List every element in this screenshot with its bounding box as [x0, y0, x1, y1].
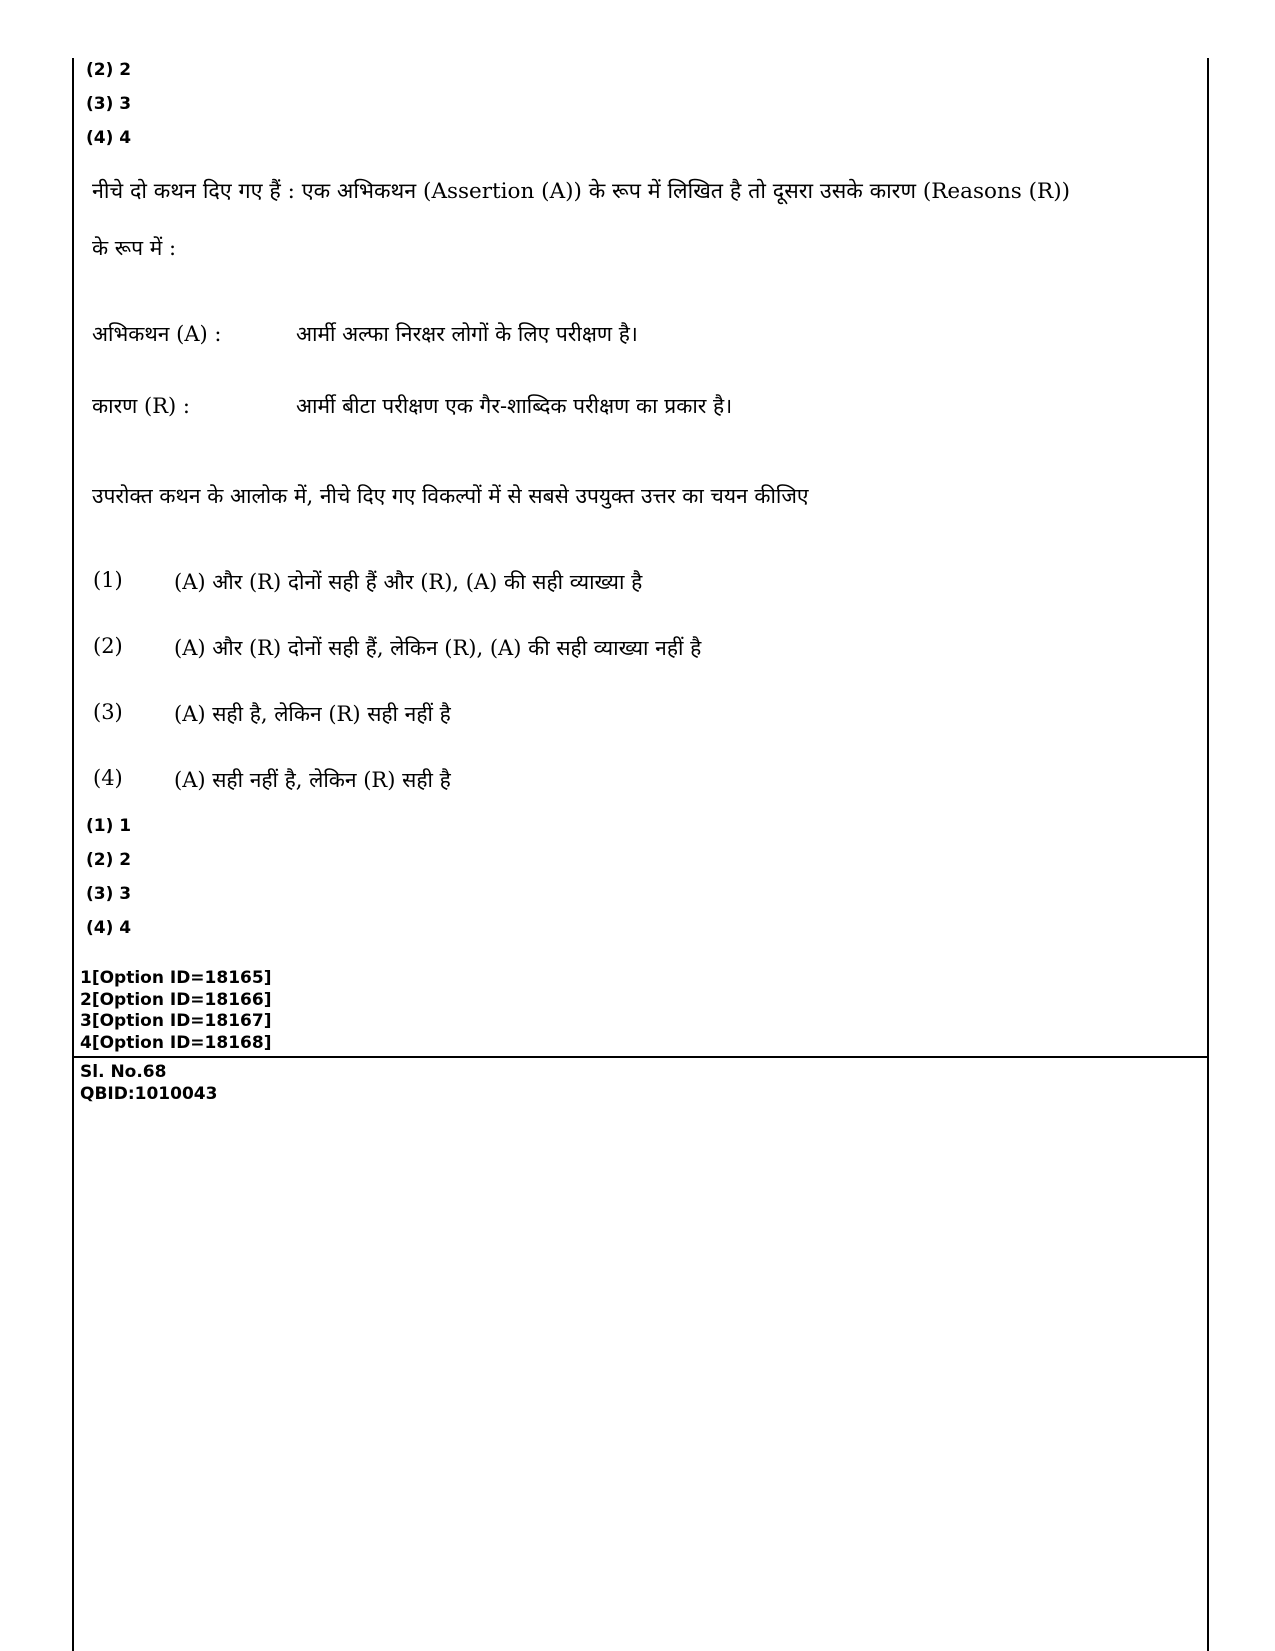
question-instruction: उपरोक्त कथन के आलोक में, नीचे दिए गए विकल्पों में से सबसे उपयुक्त उत्तर का चयन कीजिए — [92, 484, 809, 508]
prev-option-2: (2) 2 — [86, 60, 132, 80]
answer-option-2: (2) 2 — [86, 850, 132, 870]
choice-number: (2) — [93, 634, 123, 658]
option-id: 2[Option ID=18166] — [80, 989, 272, 1010]
question-intro-line1: नीचे दो कथन दिए गए हैं : एक अभिकथन (Assertion (A)) के रूप में लिखित है तो दूसरा उसके कारण (Reasons (R)) — [92, 179, 1071, 204]
answer-option-3: (3) 3 — [86, 884, 132, 904]
next-question-header — [80, 1062, 217, 1105]
prev-option-3: (3) 3 — [86, 94, 132, 114]
choice-text: (A) सही नहीं है, लेकिन (R) सही है — [174, 768, 451, 792]
choice-number: (4) — [93, 766, 123, 790]
assertion-text: आर्मी अल्फा निरक्षर लोगों के लिए परीक्षण है। — [296, 322, 638, 346]
choice-text: (A) सही है, लेकिन (R) सही नहीं है — [174, 702, 451, 726]
question-divider — [72, 1056, 1209, 1058]
assertion-label: अभिकथन (A) : — [92, 322, 222, 346]
question-intro-line2: के रूप में : — [92, 236, 177, 260]
option-id: 4[Option ID=18168] — [80, 1032, 272, 1053]
reason-label: कारण (R) : — [92, 394, 190, 418]
right-border — [1207, 58, 1209, 1651]
left-border — [72, 58, 74, 1651]
option-id-list — [80, 968, 271, 1054]
choice-text: (A) और (R) दोनों सही हैं, लेकिन (R), (A) की सही व्याख्या नहीं है — [174, 636, 702, 660]
option-id: 1[Option ID=18165] — [80, 968, 272, 988]
serial-number: Sl. No.68 — [80, 1062, 167, 1082]
option-id: 3[Option ID=18167] — [80, 1011, 272, 1031]
choice-number: (3) — [93, 700, 123, 724]
choice-number: (1) — [93, 568, 123, 592]
prev-option-4: (4) 4 — [86, 128, 132, 148]
reason-text: आर्मी बीटा परीक्षण एक गैर-शाब्दिक परीक्षण का प्रकार है। — [296, 394, 733, 418]
answer-option-1: (1) 1 — [86, 816, 132, 836]
answer-option-4: (4) 4 — [86, 918, 132, 938]
choice-text: (A) और (R) दोनों सही हैं और (R), (A) की सही व्याख्या है — [174, 570, 643, 594]
qbid: QBID:1010043 — [80, 1083, 218, 1104]
